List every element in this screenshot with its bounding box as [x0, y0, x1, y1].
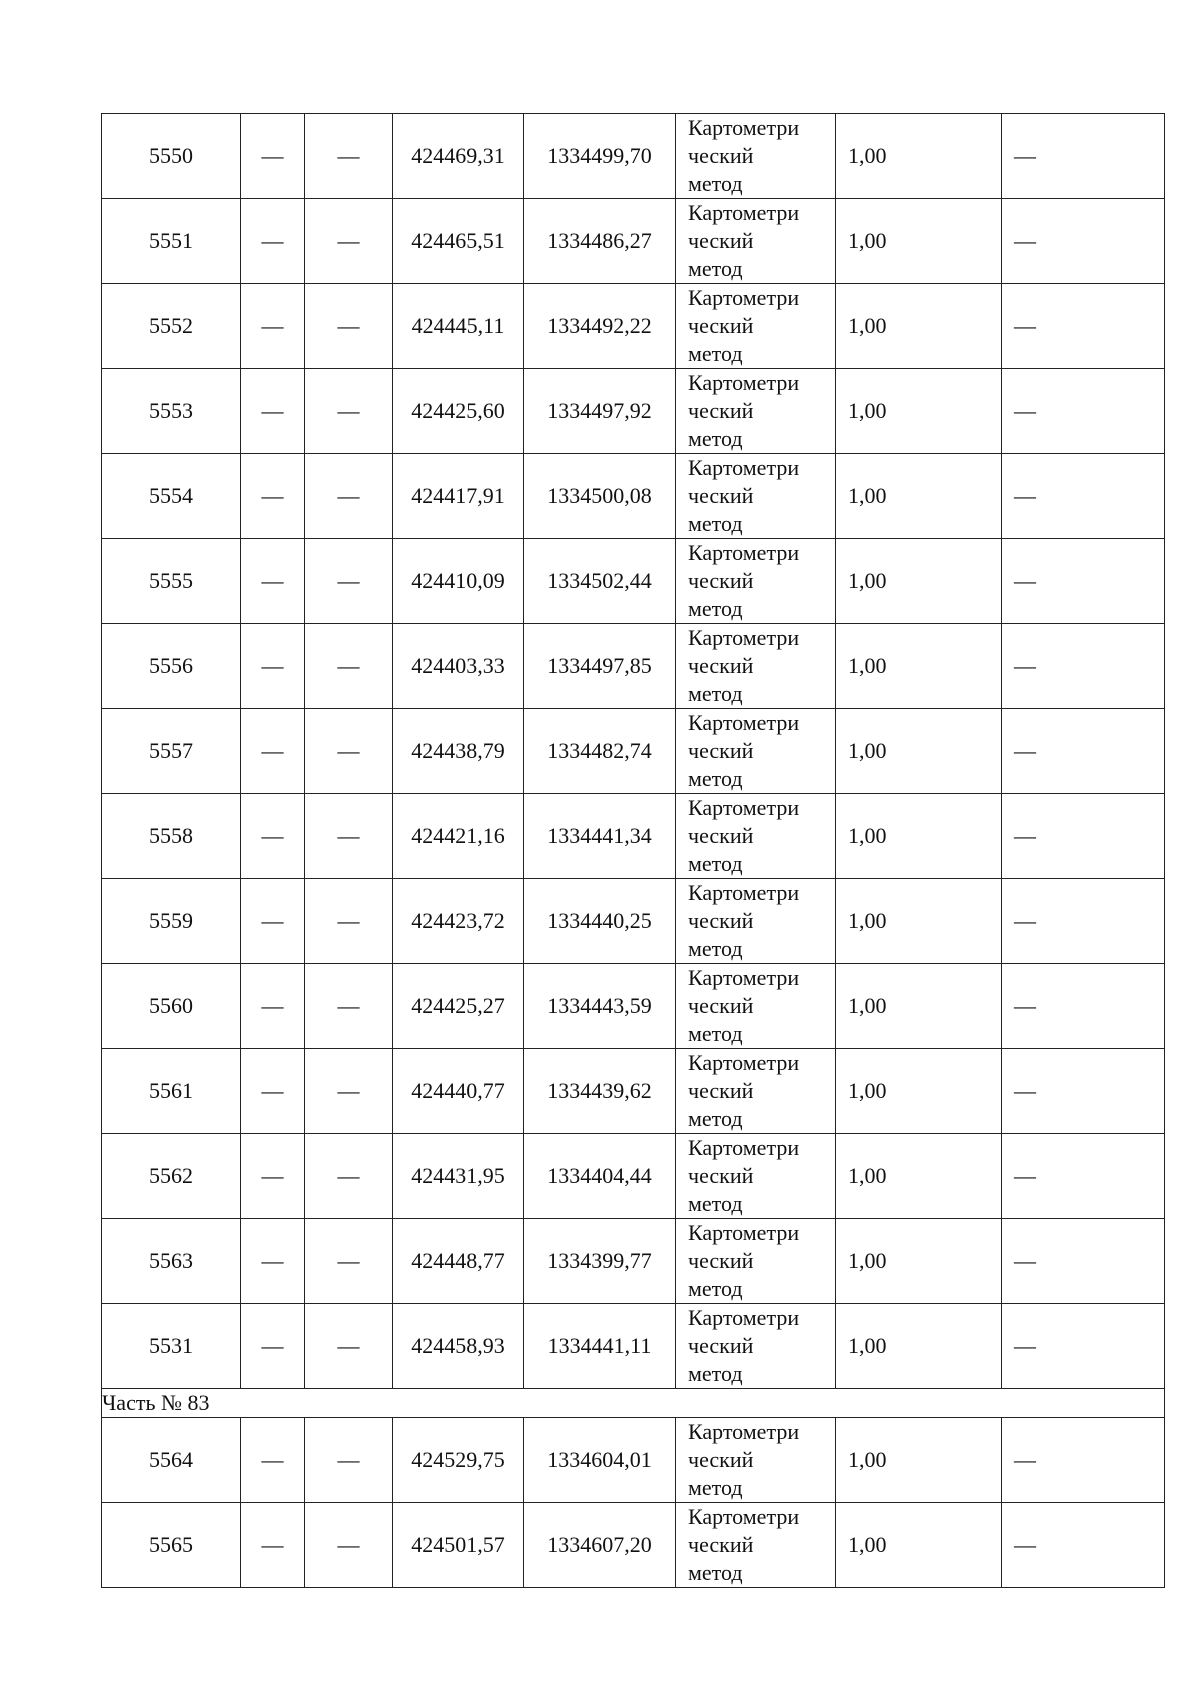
method-text-line: метод: [688, 1276, 743, 1301]
empty-value-cell: —: [305, 1219, 393, 1304]
accuracy-cell: 1,00: [836, 1503, 1002, 1588]
coordinate-y-cell: 1334604,01: [524, 1418, 676, 1503]
table-row: [102, 114, 1165, 199]
accuracy-cell: 1,00: [836, 1219, 1002, 1304]
description-cell: —: [1002, 794, 1165, 879]
method-text-line: ческий: [688, 313, 754, 338]
method-text-line: Картометри: [688, 1050, 800, 1075]
method-text-line: метод: [688, 171, 743, 196]
coordinate-x-cell: 424403,33: [393, 624, 524, 709]
coordinate-y-cell: 1334443,59: [524, 964, 676, 1049]
empty-value-cell: —: [305, 794, 393, 879]
empty-value-cell: —: [241, 284, 305, 369]
empty-value-cell: —: [241, 454, 305, 539]
coordinate-y-cell: 1334607,20: [524, 1503, 676, 1588]
table-row: [102, 199, 1165, 284]
method-text-line: ческий: [688, 568, 754, 593]
coordinate-y-cell: 1334404,44: [524, 1134, 676, 1219]
coordinate-x-cell: 424469,31: [393, 114, 524, 199]
coordinate-x-cell: 424410,09: [393, 539, 524, 624]
point-number-cell: 5558: [102, 794, 241, 879]
method-text-line: Картометри: [688, 1504, 800, 1529]
empty-value-cell: —: [241, 1049, 305, 1134]
table-row: [102, 369, 1165, 454]
accuracy-cell: 1,00: [836, 624, 1002, 709]
coordinate-x-cell: 424501,57: [393, 1503, 524, 1588]
method-text-line: метод: [688, 1475, 743, 1500]
point-number-cell: 5564: [102, 1418, 241, 1503]
description-cell: —: [1002, 539, 1165, 624]
empty-value-cell: —: [241, 1304, 305, 1389]
point-number-cell: 5553: [102, 369, 241, 454]
empty-value-cell: —: [305, 369, 393, 454]
coordinate-y-cell: 1334441,34: [524, 794, 676, 879]
empty-value-cell: —: [241, 1418, 305, 1503]
description-cell: —: [1002, 964, 1165, 1049]
accuracy-cell: 1,00: [836, 879, 1002, 964]
empty-value-cell: —: [241, 539, 305, 624]
method-text-line: Картометри: [688, 200, 800, 225]
method-text-line: метод: [688, 936, 743, 961]
coordinate-x-cell: 424458,93: [393, 1304, 524, 1389]
empty-value-cell: —: [305, 1049, 393, 1134]
method-text-line: ческий: [688, 1447, 754, 1472]
accuracy-cell: 1,00: [836, 114, 1002, 199]
accuracy-cell: 1,00: [836, 1049, 1002, 1134]
description-cell: —: [1002, 879, 1165, 964]
coordinate-x-cell: 424465,51: [393, 199, 524, 284]
coordinate-x-cell: 424425,60: [393, 369, 524, 454]
accuracy-cell: 1,00: [836, 1134, 1002, 1219]
section-label: Часть № 83: [102, 1389, 1165, 1418]
method-text-line: Картометри: [688, 370, 800, 395]
coordinate-x-cell: 424431,95: [393, 1134, 524, 1219]
empty-value-cell: —: [241, 879, 305, 964]
empty-value-cell: —: [305, 624, 393, 709]
coordinate-x-cell: 424440,77: [393, 1049, 524, 1134]
empty-value-cell: —: [305, 879, 393, 964]
method-text-line: ческий: [688, 1532, 754, 1557]
point-number-cell: 5561: [102, 1049, 241, 1134]
method-text-line: метод: [688, 681, 743, 706]
accuracy-cell: 1,00: [836, 199, 1002, 284]
description-cell: —: [1002, 1049, 1165, 1134]
empty-value-cell: —: [305, 709, 393, 794]
accuracy-cell: 1,00: [836, 284, 1002, 369]
method-text-line: ческий: [688, 1163, 754, 1188]
method-cell: [676, 199, 836, 284]
method-text-line: ческий: [688, 483, 754, 508]
coordinate-x-cell: 424417,91: [393, 454, 524, 539]
accuracy-cell: 1,00: [836, 454, 1002, 539]
coordinate-x-cell: 424438,79: [393, 709, 524, 794]
method-text-line: Картометри: [688, 285, 800, 310]
point-number-cell: 5563: [102, 1219, 241, 1304]
method-text-line: Картометри: [688, 625, 800, 650]
description-cell: —: [1002, 369, 1165, 454]
coordinate-y-cell: 1334497,92: [524, 369, 676, 454]
method-text-line: ческий: [688, 398, 754, 423]
empty-value-cell: —: [305, 114, 393, 199]
method-text-line: ческий: [688, 1078, 754, 1103]
coordinate-x-cell: 424445,11: [393, 284, 524, 369]
method-cell: [676, 1304, 836, 1389]
coordinate-y-cell: 1334492,22: [524, 284, 676, 369]
description-cell: —: [1002, 114, 1165, 199]
table-row: [102, 1304, 1165, 1389]
point-number-cell: 5562: [102, 1134, 241, 1219]
point-number-cell: 5559: [102, 879, 241, 964]
empty-value-cell: —: [241, 964, 305, 1049]
method-text-line: Картометри: [688, 455, 800, 480]
table-row: [102, 1049, 1165, 1134]
method-text-line: метод: [688, 426, 743, 451]
method-text-line: Картометри: [688, 115, 800, 140]
description-cell: —: [1002, 1219, 1165, 1304]
method-text-line: Картометри: [688, 710, 800, 735]
table-row: [102, 964, 1165, 1049]
description-cell: —: [1002, 1134, 1165, 1219]
method-cell: [676, 284, 836, 369]
coordinate-y-cell: 1334482,74: [524, 709, 676, 794]
method-text-line: метод: [688, 256, 743, 281]
accuracy-cell: 1,00: [836, 369, 1002, 454]
method-text-line: ческий: [688, 143, 754, 168]
description-cell: —: [1002, 624, 1165, 709]
table-row: [102, 1134, 1165, 1219]
coordinate-y-cell: 1334502,44: [524, 539, 676, 624]
table-row: [102, 454, 1165, 539]
method-cell: [676, 879, 836, 964]
accuracy-cell: 1,00: [836, 964, 1002, 1049]
method-cell: [676, 454, 836, 539]
method-text-line: метод: [688, 1560, 743, 1585]
method-cell: [676, 369, 836, 454]
coordinate-y-cell: 1334441,11: [524, 1304, 676, 1389]
accuracy-cell: 1,00: [836, 794, 1002, 879]
coordinate-x-cell: 424529,75: [393, 1418, 524, 1503]
empty-value-cell: —: [241, 794, 305, 879]
empty-value-cell: —: [241, 114, 305, 199]
method-text-line: метод: [688, 851, 743, 876]
accuracy-cell: 1,00: [836, 539, 1002, 624]
empty-value-cell: —: [241, 709, 305, 794]
method-text-line: Картометри: [688, 1135, 800, 1160]
point-number-cell: 5555: [102, 539, 241, 624]
empty-value-cell: —: [305, 539, 393, 624]
method-text-line: ческий: [688, 228, 754, 253]
table-row: [102, 1503, 1165, 1588]
coordinate-y-cell: 1334486,27: [524, 199, 676, 284]
empty-value-cell: —: [305, 964, 393, 1049]
empty-value-cell: —: [241, 1134, 305, 1219]
coordinate-y-cell: 1334399,77: [524, 1219, 676, 1304]
coordinate-x-cell: 424423,72: [393, 879, 524, 964]
table-row: [102, 284, 1165, 369]
method-cell: [676, 114, 836, 199]
table-row: [102, 1219, 1165, 1304]
method-text-line: метод: [688, 341, 743, 366]
method-text-line: ческий: [688, 993, 754, 1018]
point-number-cell: 5551: [102, 199, 241, 284]
empty-value-cell: —: [305, 454, 393, 539]
method-cell: [676, 1219, 836, 1304]
table-body: [102, 114, 1165, 1588]
coordinate-y-cell: 1334497,85: [524, 624, 676, 709]
method-cell: [676, 1134, 836, 1219]
method-text-line: Картометри: [688, 1419, 800, 1444]
table-row: [102, 879, 1165, 964]
accuracy-cell: 1,00: [836, 709, 1002, 794]
method-text-line: метод: [688, 1361, 743, 1386]
method-text-line: ческий: [688, 653, 754, 678]
method-cell: [676, 794, 836, 879]
point-number-cell: 5531: [102, 1304, 241, 1389]
section-header-row: [102, 1389, 1165, 1418]
method-text-line: метод: [688, 1106, 743, 1131]
method-text-line: метод: [688, 1021, 743, 1046]
empty-value-cell: —: [305, 284, 393, 369]
coordinate-y-cell: 1334499,70: [524, 114, 676, 199]
coordinate-y-cell: 1334439,62: [524, 1049, 676, 1134]
method-cell: [676, 1503, 836, 1588]
coordinate-y-cell: 1334440,25: [524, 879, 676, 964]
point-number-cell: 5560: [102, 964, 241, 1049]
method-text-line: Картометри: [688, 795, 800, 820]
coordinate-y-cell: 1334500,08: [524, 454, 676, 539]
empty-value-cell: —: [305, 1418, 393, 1503]
point-number-cell: 5556: [102, 624, 241, 709]
coordinate-x-cell: 424425,27: [393, 964, 524, 1049]
method-cell: [676, 964, 836, 1049]
method-cell: [676, 624, 836, 709]
coordinates-table: [101, 113, 1165, 1588]
method-text-line: Картометри: [688, 1305, 800, 1330]
empty-value-cell: —: [305, 1503, 393, 1588]
method-text-line: метод: [688, 596, 743, 621]
method-text-line: метод: [688, 766, 743, 791]
point-number-cell: 5565: [102, 1503, 241, 1588]
method-cell: [676, 539, 836, 624]
point-number-cell: 5554: [102, 454, 241, 539]
description-cell: —: [1002, 284, 1165, 369]
table-row: [102, 794, 1165, 879]
table-row: [102, 1418, 1165, 1503]
table-row: [102, 624, 1165, 709]
empty-value-cell: —: [241, 1219, 305, 1304]
method-text-line: метод: [688, 511, 743, 536]
empty-value-cell: —: [241, 369, 305, 454]
method-text-line: ческий: [688, 823, 754, 848]
accuracy-cell: 1,00: [836, 1418, 1002, 1503]
method-text-line: метод: [688, 1191, 743, 1216]
method-text-line: Картометри: [688, 540, 800, 565]
description-cell: —: [1002, 199, 1165, 284]
accuracy-cell: 1,00: [836, 1304, 1002, 1389]
point-number-cell: 5550: [102, 114, 241, 199]
table-row: [102, 539, 1165, 624]
method-text-line: ческий: [688, 1333, 754, 1358]
description-cell: —: [1002, 1304, 1165, 1389]
empty-value-cell: —: [305, 1304, 393, 1389]
empty-value-cell: —: [241, 1503, 305, 1588]
point-number-cell: 5557: [102, 709, 241, 794]
description-cell: —: [1002, 454, 1165, 539]
method-cell: [676, 1418, 836, 1503]
method-text-line: Картометри: [688, 1220, 800, 1245]
empty-value-cell: —: [241, 199, 305, 284]
method-text-line: Картометри: [688, 880, 800, 905]
method-text-line: Картометри: [688, 965, 800, 990]
method-text-line: ческий: [688, 908, 754, 933]
method-text-line: ческий: [688, 738, 754, 763]
empty-value-cell: —: [305, 199, 393, 284]
method-text-line: ческий: [688, 1248, 754, 1273]
description-cell: —: [1002, 1418, 1165, 1503]
coordinate-x-cell: 424421,16: [393, 794, 524, 879]
point-number-cell: 5552: [102, 284, 241, 369]
method-cell: [676, 1049, 836, 1134]
empty-value-cell: —: [241, 624, 305, 709]
table-row: [102, 709, 1165, 794]
empty-value-cell: —: [305, 1134, 393, 1219]
description-cell: —: [1002, 709, 1165, 794]
coordinate-x-cell: 424448,77: [393, 1219, 524, 1304]
method-cell: [676, 709, 836, 794]
description-cell: —: [1002, 1503, 1165, 1588]
